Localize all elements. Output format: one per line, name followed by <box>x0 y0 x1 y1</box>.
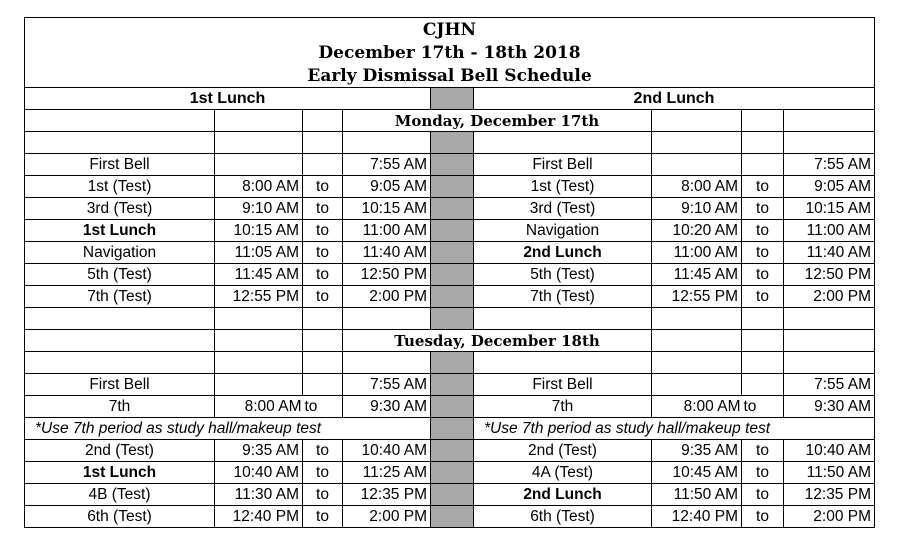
end-time-cell: 7:55 AM <box>343 154 431 176</box>
period-cell: 3rd (Test) <box>474 198 652 220</box>
separator-cell: to <box>742 220 784 242</box>
end-time-cell: 12:35 PM <box>784 484 875 506</box>
end-time-cell: 10:15 AM <box>343 198 431 220</box>
schedule-row <box>25 198 875 220</box>
separator-cell <box>303 154 343 176</box>
schedule-row <box>25 176 875 198</box>
end-time-cell: 12:50 PM <box>784 264 875 286</box>
blank-cell <box>742 330 784 352</box>
end-time-cell: 9:30 AM <box>784 396 875 418</box>
schedule-row <box>25 506 875 528</box>
blank-cell <box>343 352 431 374</box>
end-time-cell: 11:50 AM <box>784 462 875 484</box>
blank-cell <box>25 132 215 154</box>
period-cell: 6th (Test) <box>25 506 215 528</box>
blank-cell <box>215 352 303 374</box>
separator-cell: to <box>303 396 343 418</box>
period-cell: First Bell <box>25 154 215 176</box>
blank-cell <box>652 110 742 132</box>
separator-cell: to <box>303 220 343 242</box>
period-cell: 2nd Lunch <box>474 242 652 264</box>
blank-cell <box>343 132 431 154</box>
start-time-cell: 8:00 AM <box>215 396 303 418</box>
divider-cell <box>431 176 474 198</box>
blank-cell <box>742 352 784 374</box>
period-cell: 1st Lunch <box>25 220 215 242</box>
end-time-cell: 9:05 AM <box>343 176 431 198</box>
blank-cell <box>25 330 215 352</box>
day-heading: Tuesday, December 18th <box>343 330 652 352</box>
end-time-cell: 9:05 AM <box>784 176 875 198</box>
blank-cell <box>784 330 875 352</box>
start-time-cell: 12:40 PM <box>652 506 742 528</box>
study-hall-note: *Use 7th period as study hall/makeup test <box>474 418 875 440</box>
period-cell: Navigation <box>474 220 652 242</box>
start-time-cell <box>215 374 303 396</box>
period-cell: 6th (Test) <box>474 506 652 528</box>
start-time-cell: 11:45 AM <box>215 264 303 286</box>
divider-cell <box>431 88 474 110</box>
period-cell: 4A (Test) <box>474 462 652 484</box>
blank-cell <box>652 352 742 374</box>
start-time-cell <box>652 154 742 176</box>
start-time-cell <box>215 154 303 176</box>
end-time-cell: 12:35 PM <box>343 484 431 506</box>
separator-cell: to <box>742 506 784 528</box>
divider-cell <box>431 154 474 176</box>
start-time-cell: 10:45 AM <box>652 462 742 484</box>
divider-cell <box>431 286 474 308</box>
schedule-row <box>25 484 875 506</box>
end-time-cell: 9:30 AM <box>343 396 431 418</box>
separator-cell: to <box>303 198 343 220</box>
start-time-cell: 12:55 PM <box>652 286 742 308</box>
end-time-cell: 7:55 AM <box>343 374 431 396</box>
end-time-cell: 12:50 PM <box>343 264 431 286</box>
start-time-cell: 11:00 AM <box>652 242 742 264</box>
divider-cell <box>431 440 474 462</box>
blank-cell <box>303 352 343 374</box>
divider-cell <box>431 132 474 154</box>
blank-cell <box>742 308 784 330</box>
blank-cell <box>25 308 215 330</box>
divider-cell <box>431 242 474 264</box>
start-time-cell: 8:00 AM <box>652 176 742 198</box>
period-cell: First Bell <box>25 374 215 396</box>
blank-cell <box>474 352 652 374</box>
start-time-cell: 11:30 AM <box>215 484 303 506</box>
blank-cell <box>303 330 343 352</box>
divider-cell <box>431 352 474 374</box>
bell-schedule-sheet <box>24 17 874 544</box>
end-time-cell: 2:00 PM <box>343 286 431 308</box>
separator-cell: to <box>742 484 784 506</box>
blank-cell <box>25 352 215 374</box>
start-time-cell: 12:40 PM <box>215 506 303 528</box>
start-time-cell: 12:55 PM <box>215 286 303 308</box>
divider-cell <box>431 220 474 242</box>
period-cell: Navigation <box>25 242 215 264</box>
blank-row <box>25 132 875 154</box>
blank-cell <box>474 308 652 330</box>
start-time-cell <box>652 374 742 396</box>
start-time-cell: 8:00 AM <box>652 396 742 418</box>
day-heading-row <box>25 330 875 352</box>
period-cell: 7th <box>25 396 215 418</box>
end-time-cell: 2:00 PM <box>343 506 431 528</box>
end-time-cell: 11:40 AM <box>784 242 875 264</box>
end-time-cell: 11:00 AM <box>784 220 875 242</box>
separator-cell: to <box>303 264 343 286</box>
schedule-row <box>25 286 875 308</box>
blank-cell <box>784 132 875 154</box>
day-heading: Monday, December 17th <box>343 110 652 132</box>
schedule-row <box>25 242 875 264</box>
blank-cell <box>303 110 343 132</box>
separator-cell: to <box>303 462 343 484</box>
end-time-cell: 11:40 AM <box>343 242 431 264</box>
divider-cell <box>431 418 474 440</box>
schedule-title: Early Dismissal Bell Schedule <box>25 64 875 88</box>
note-row <box>25 418 875 440</box>
period-cell: 4B (Test) <box>25 484 215 506</box>
end-time-cell: 10:40 AM <box>784 440 875 462</box>
end-time-cell: 7:55 AM <box>784 154 875 176</box>
schedule-row <box>25 264 875 286</box>
separator-cell <box>742 154 784 176</box>
separator-cell: to <box>742 440 784 462</box>
first-lunch-header: 1st Lunch <box>25 88 431 110</box>
separator-cell: to <box>742 176 784 198</box>
period-cell: 5th (Test) <box>25 264 215 286</box>
blank-cell <box>25 110 215 132</box>
blank-cell <box>784 352 875 374</box>
period-cell: 7th <box>474 396 652 418</box>
separator-cell: to <box>742 462 784 484</box>
separator-cell <box>303 374 343 396</box>
blank-cell <box>303 308 343 330</box>
separator-cell: to <box>742 242 784 264</box>
separator-cell: to <box>742 264 784 286</box>
divider-cell <box>431 506 474 528</box>
separator-cell <box>742 374 784 396</box>
period-cell: First Bell <box>474 154 652 176</box>
start-time-cell: 10:20 AM <box>652 220 742 242</box>
separator-cell: to <box>742 286 784 308</box>
divider-cell <box>431 374 474 396</box>
separator-cell: to <box>303 440 343 462</box>
blank-cell <box>742 132 784 154</box>
period-cell: First Bell <box>474 374 652 396</box>
period-cell: 1st (Test) <box>474 176 652 198</box>
blank-cell <box>784 110 875 132</box>
end-time-cell: 10:15 AM <box>784 198 875 220</box>
period-cell: 1st (Test) <box>25 176 215 198</box>
day-heading-row <box>25 110 875 132</box>
start-time-cell: 9:35 AM <box>652 440 742 462</box>
blank-cell <box>215 132 303 154</box>
separator-cell: to <box>303 286 343 308</box>
end-time-cell: 2:00 PM <box>784 286 875 308</box>
start-time-cell: 9:10 AM <box>215 198 303 220</box>
start-time-cell: 9:10 AM <box>652 198 742 220</box>
schedule-row <box>25 396 875 418</box>
blank-cell <box>343 308 431 330</box>
start-time-cell: 8:00 AM <box>215 176 303 198</box>
end-time-cell: 11:25 AM <box>343 462 431 484</box>
blank-cell <box>784 308 875 330</box>
period-cell: 3rd (Test) <box>25 198 215 220</box>
blank-cell <box>215 110 303 132</box>
schedule-row <box>25 154 875 176</box>
divider-cell <box>431 396 474 418</box>
divider-cell <box>431 484 474 506</box>
end-time-cell: 2:00 PM <box>784 506 875 528</box>
schedule-row <box>25 220 875 242</box>
second-lunch-header: 2nd Lunch <box>474 88 875 110</box>
school-name: CJHN <box>25 18 875 42</box>
blank-cell <box>652 308 742 330</box>
schedule-dates: December 17th - 18th 2018 <box>25 41 875 64</box>
period-cell: 5th (Test) <box>474 264 652 286</box>
period-cell: 2nd (Test) <box>25 440 215 462</box>
separator-cell: to <box>303 176 343 198</box>
period-cell: 2nd Lunch <box>474 484 652 506</box>
start-time-cell: 11:50 AM <box>652 484 742 506</box>
schedule-row <box>25 440 875 462</box>
blank-cell <box>652 330 742 352</box>
divider-cell <box>431 308 474 330</box>
divider-cell <box>431 264 474 286</box>
blank-row <box>25 308 875 330</box>
separator-cell: to <box>303 484 343 506</box>
separator-cell: to <box>303 506 343 528</box>
blank-cell <box>215 330 303 352</box>
divider-cell <box>431 198 474 220</box>
period-cell: 7th (Test) <box>25 286 215 308</box>
separator-cell: to <box>303 242 343 264</box>
start-time-cell: 10:15 AM <box>215 220 303 242</box>
schedule-table <box>24 17 875 528</box>
blank-cell <box>303 132 343 154</box>
period-cell: 7th (Test) <box>474 286 652 308</box>
end-time-cell: 11:00 AM <box>343 220 431 242</box>
start-time-cell: 10:40 AM <box>215 462 303 484</box>
start-time-cell: 11:45 AM <box>652 264 742 286</box>
period-cell: 2nd (Test) <box>474 440 652 462</box>
separator-cell: to <box>742 198 784 220</box>
period-cell: 1st Lunch <box>25 462 215 484</box>
start-time-cell: 9:35 AM <box>215 440 303 462</box>
blank-cell <box>742 110 784 132</box>
end-time-cell: 10:40 AM <box>343 440 431 462</box>
schedule-row <box>25 462 875 484</box>
blank-cell <box>652 132 742 154</box>
start-time-cell: 11:05 AM <box>215 242 303 264</box>
blank-cell <box>215 308 303 330</box>
study-hall-note: *Use 7th period as study hall/makeup test <box>25 418 431 440</box>
separator-cell: to <box>742 396 784 418</box>
end-time-cell: 7:55 AM <box>784 374 875 396</box>
blank-row <box>25 352 875 374</box>
blank-cell <box>474 132 652 154</box>
schedule-row <box>25 374 875 396</box>
divider-cell <box>431 462 474 484</box>
